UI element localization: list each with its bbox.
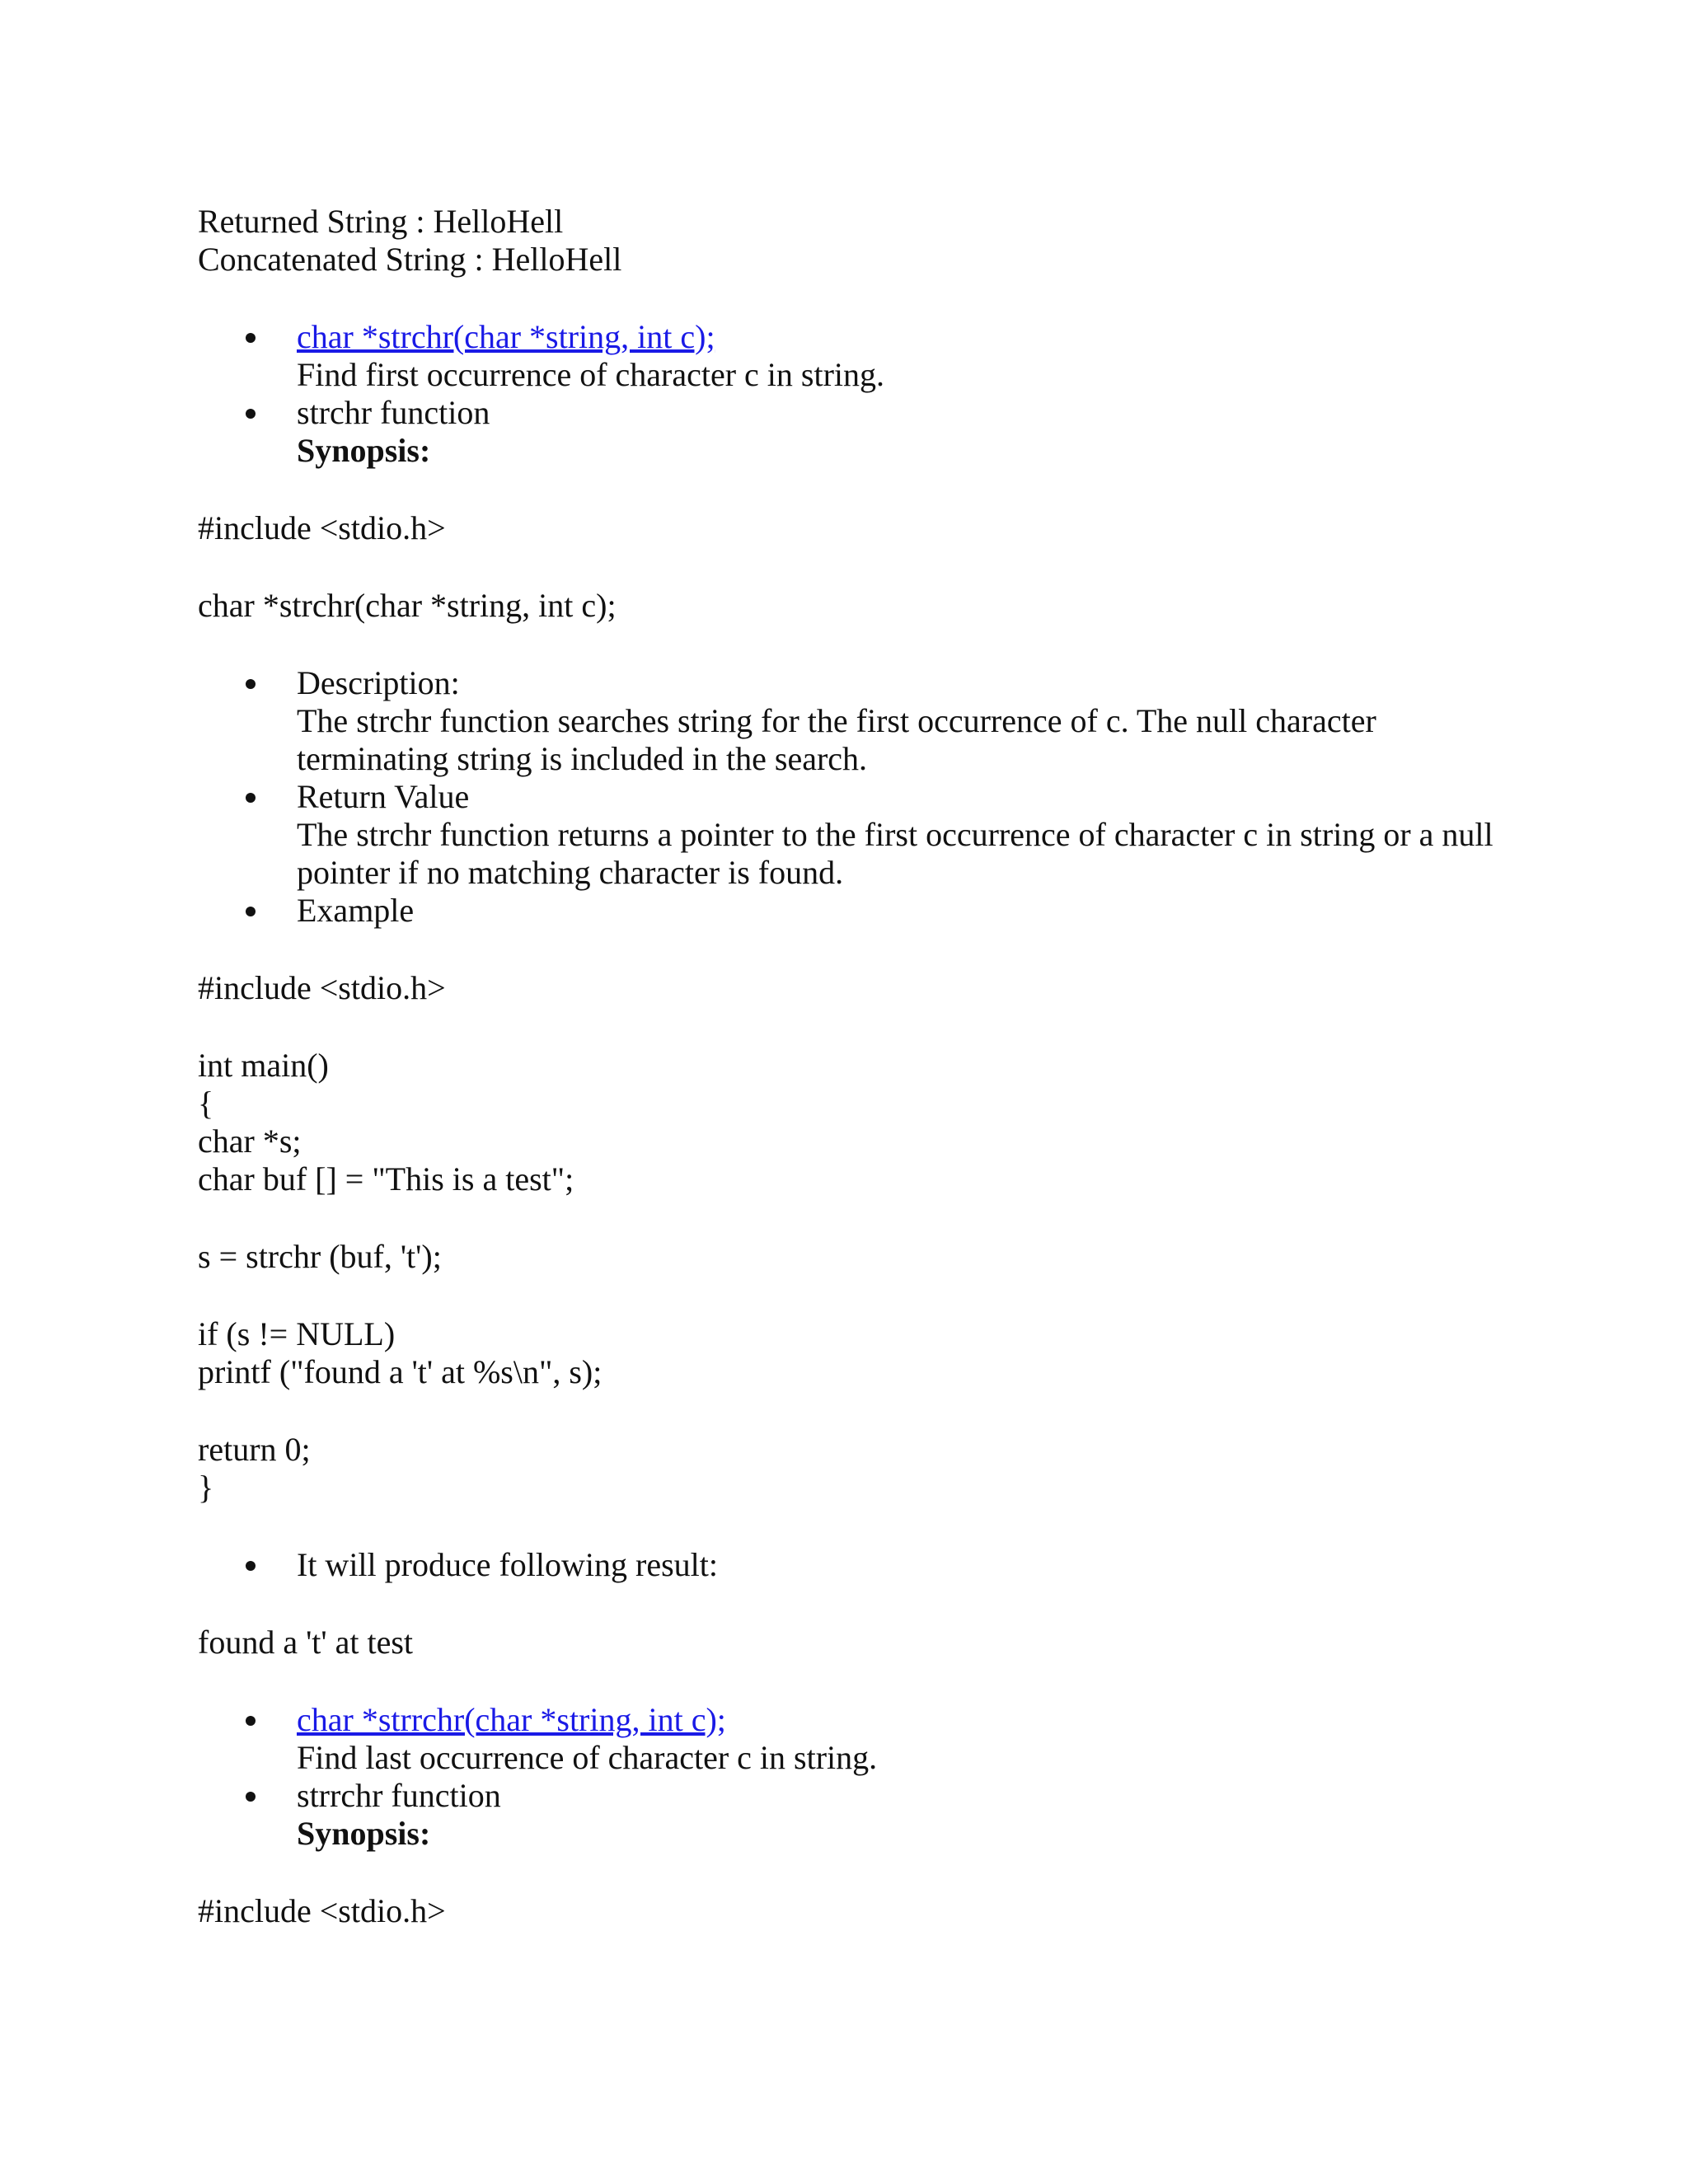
code-if: if (s != NULL): [198, 1315, 396, 1352]
bullet-icon: [246, 1716, 256, 1726]
strchr-signature: char *strchr(char *string, int c);: [198, 587, 617, 624]
code-printf: printf ("found a 't' at %s\n", s);: [198, 1353, 603, 1390]
list-item: [198, 1546, 1517, 1584]
strchr-include: #include <stdio.h>: [198, 509, 446, 546]
strrchr-link[interactable]: char *strrchr(char *string, int c);: [297, 1701, 726, 1738]
list-item: [198, 664, 1517, 778]
bullet-icon: [246, 907, 256, 916]
list-item: [198, 1777, 1517, 1853]
strrchr-bullets: [198, 1701, 1517, 1853]
description-label: Description:: [297, 664, 460, 701]
code-decl-s: char *s;: [198, 1122, 302, 1160]
strchr-synopsis-label: Synopsis:: [297, 432, 431, 469]
strchr-function-name: strchr function: [297, 394, 490, 431]
code-main: int main(): [198, 1047, 329, 1084]
bullet-icon: [246, 679, 256, 689]
description-text: The strchr function searches string for the first occurrence of c. The null character terminating string is included in the search.: [297, 702, 1376, 777]
returned-string-line: Returned String : HelloHell: [198, 203, 564, 240]
result-output: found a 't' at test: [198, 1624, 414, 1661]
result-label: It will produce following result:: [297, 1546, 719, 1583]
strchr-summary: Find first occurrence of character c in string.: [297, 356, 885, 393]
example-label: Example: [297, 892, 415, 929]
strchr-bullets: [198, 318, 1517, 470]
return-value-label: Return Value: [297, 778, 470, 815]
document-page: [198, 203, 1517, 1930]
concatenated-string-line: Concatenated String : HelloHell: [198, 241, 622, 278]
strrchr-include: #include <stdio.h>: [198, 1892, 446, 1929]
list-item: [198, 778, 1517, 892]
strchr-details: [198, 664, 1517, 930]
example-code: [198, 969, 1517, 1507]
list-item: [198, 892, 1517, 930]
result-bullets: [198, 1546, 1517, 1584]
code-decl-buf: char buf [] = "This is a test";: [198, 1160, 574, 1197]
list-item: [198, 1701, 1517, 1777]
bullet-icon: [246, 793, 256, 803]
code-open-brace: {: [198, 1085, 214, 1122]
code-assign: s = strchr (buf, 't');: [198, 1238, 442, 1275]
bullet-icon: [246, 1792, 256, 1802]
return-value-text: The strchr function returns a pointer to the first occurrence of character c in string or a null pointer if no matching character is found.: [297, 816, 1493, 891]
bullet-icon: [246, 1561, 256, 1571]
bullet-icon: [246, 409, 256, 419]
code-close-brace: }: [198, 1469, 214, 1506]
strrchr-function-name: strrchr function: [297, 1777, 501, 1814]
code-return: return 0;: [198, 1431, 311, 1468]
bullet-icon: [246, 333, 256, 343]
strrchr-summary: Find last occurrence of character c in string.: [297, 1739, 878, 1776]
code-include: #include <stdio.h>: [198, 969, 446, 1006]
strrchr-synopsis-label: Synopsis:: [297, 1815, 431, 1852]
list-item: [198, 394, 1517, 470]
list-item: [198, 318, 1517, 394]
strchr-link[interactable]: char *strchr(char *string, int c);: [297, 318, 715, 355]
